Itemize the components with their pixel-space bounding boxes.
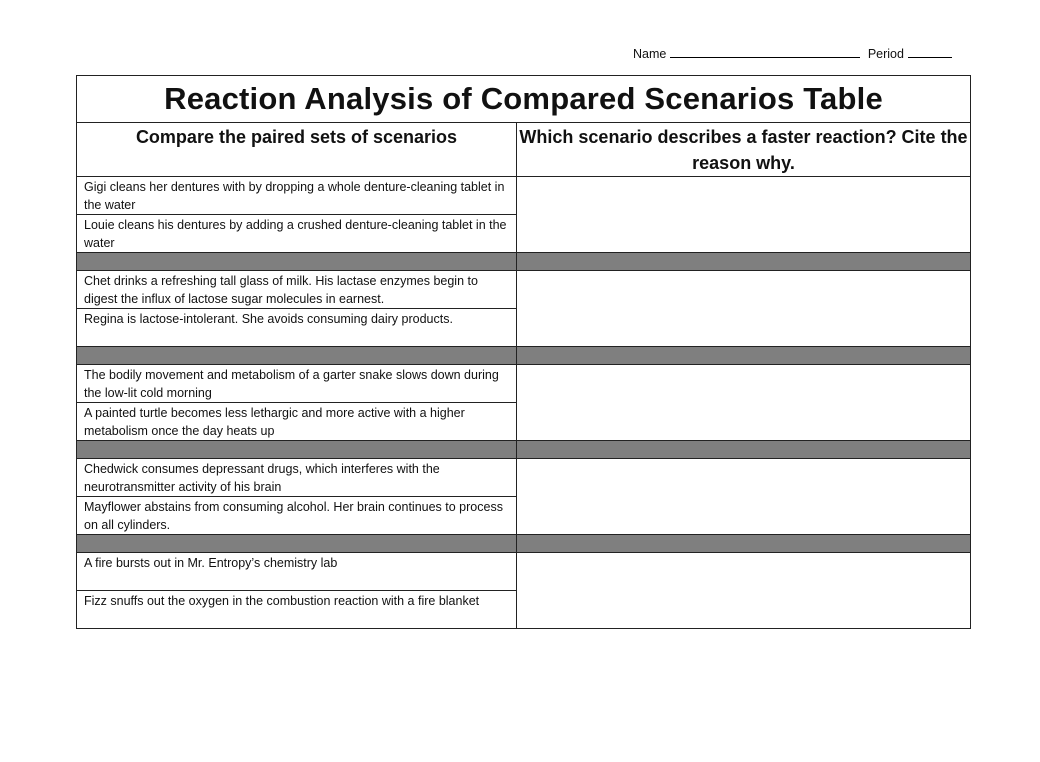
name-field[interactable] [670,45,860,58]
separator-row [77,253,971,271]
scenario-4a: Chedwick consumes depressant drugs, which interferes with the neurotransmitter activity of his brain [77,459,517,497]
table-title: Reaction Analysis of Compared Scenarios Table [77,76,971,123]
scenario-3b: A painted turtle becomes less lethargic and more active with a higher metabolism once the day heats up [77,403,517,441]
name-period-line [633,45,956,61]
name-label: Name [633,47,667,61]
scenario-4b: Mayflower abstains from consuming alcohol. Her brain continues to process on all cylinders. [77,497,517,535]
answer-cell-5[interactable] [517,553,971,629]
period-field[interactable] [908,45,952,58]
separator-row [77,441,971,459]
separator-row [77,347,971,365]
period-label: Period [867,47,904,61]
answer-cell-2[interactable] [517,271,971,347]
scenario-5b: Fizz snuffs out the oxygen in the combustion reaction with a fire blanket [77,591,517,629]
scenario-2b: Regina is lactose-intolerant. She avoids consuming dairy products. [77,309,517,347]
scenario-1b: Louie cleans his dentures by adding a crushed denture-cleaning tablet in the water [77,215,517,253]
answer-cell-4[interactable] [517,459,971,535]
separator-row [77,535,971,553]
column-header-answer: Which scenario describes a faster reaction? Cite the reason why. [517,123,971,177]
scenario-5a: A fire bursts out in Mr. Entropy’s chemistry lab [77,553,517,591]
column-header-scenarios: Compare the paired sets of scenarios [77,123,517,177]
scenario-3a: The bodily movement and metabolism of a garter snake slows down during the low-lit cold morning [77,365,517,403]
scenario-1a: Gigi cleans her dentures with by dropping a whole denture-cleaning tablet in the water [77,177,517,215]
answer-cell-3[interactable] [517,365,971,441]
scenario-2a: Chet drinks a refreshing tall glass of milk. His lactase enzymes begin to digest the influx of lactose sugar molecules in earnest. [77,271,517,309]
reaction-analysis-table [76,75,971,629]
answer-cell-1[interactable] [517,177,971,253]
